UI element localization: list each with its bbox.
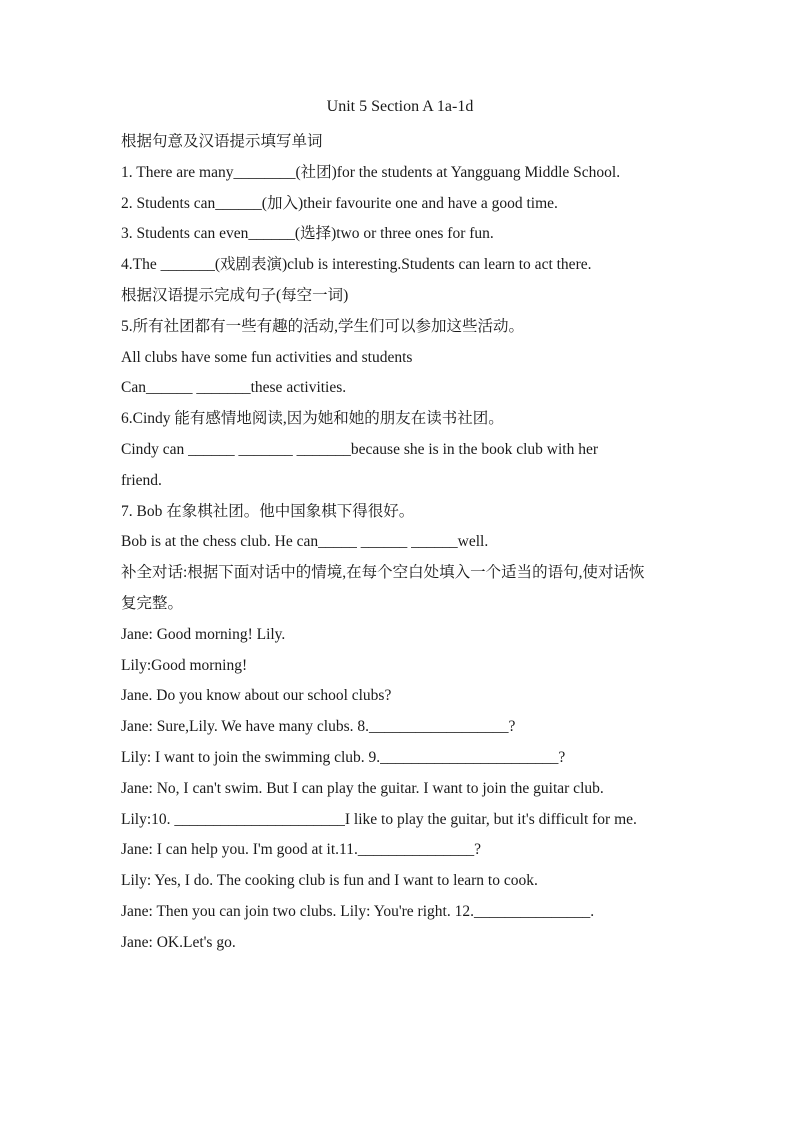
question-7-prompt: 7. Bob 在象棋社团。他中国象棋下得很好。 xyxy=(121,502,415,520)
question-3: 3. Students can even______(选择)two or three ones for fun. xyxy=(121,225,494,243)
dialogue-line: Jane: No, I can't swim. But I can play the guitar. I want to join the guitar club. xyxy=(121,779,604,797)
section-heading-dialogue-end: 复完整。 xyxy=(121,594,184,612)
question-4: 4.The _______(戏剧表演)club is interesting.Students can learn to act there. xyxy=(121,256,592,274)
dialogue-line-8: Jane: Sure,Lily. We have many clubs. 8.__________________? xyxy=(121,718,516,736)
question-6-sentence: Cindy can ______ _______ _______because she is in the book club with her xyxy=(121,440,598,458)
dialogue-line-11: Jane: I can help you. I'm good at it.11._______________? xyxy=(121,841,481,859)
dialogue-line-10: Lily:10. ______________________I like to play the guitar, but it's difficult for me. xyxy=(121,810,637,828)
section-heading-sentences: 根据汉语提示完成句子(每空一词) xyxy=(121,286,349,304)
dialogue-line-12: Jane: Then you can join two clubs. Lily: You're right. 12._______________. xyxy=(121,902,595,920)
question-5-sentence: All clubs have some fun activities and students xyxy=(121,348,413,366)
section-heading-dialogue: 补全对话:根据下面对话中的情境,在每个空白处填入一个适当的语句,使对话恢 xyxy=(121,564,645,582)
dialogue-line: Jane: Good morning! Lily. xyxy=(121,625,286,643)
worksheet-body xyxy=(121,127,681,959)
page-title: Unit 5 Section A 1a-1d xyxy=(326,98,474,115)
dialogue-line: Lily: Yes, I do. The cooking club is fun and I want to learn to cook. xyxy=(121,872,538,890)
dialogue-line: Jane: OK.Let's go. xyxy=(121,933,236,951)
question-5-prompt: 5.所有社团都有一些有趣的活动,学生们可以参加这些活动。 xyxy=(121,317,525,335)
dialogue-line-9: Lily: I want to join the swimming club. 9._______________________? xyxy=(121,748,566,766)
question-6-prompt: 6.Cindy 能有感情地阅读,因为她和她的朋友在读书社团。 xyxy=(121,410,504,428)
dialogue-line: Jane. Do you know about our school clubs? xyxy=(121,687,392,705)
question-7-sentence: Bob is at the chess club. He can_____ ______ ______well. xyxy=(121,533,489,551)
question-1: 1. There are many________(社团)for the students at Yangguang Middle School. xyxy=(121,163,621,181)
question-5-blanks: Can______ _______these activities. xyxy=(121,379,347,397)
question-2: 2. Students can______(加入)their favourite one and have a good time. xyxy=(121,194,558,212)
question-6-sentence-end: friend. xyxy=(121,471,162,489)
section-heading-vocabulary: 根据句意及汉语提示填写单词 xyxy=(121,133,323,150)
dialogue-line: Lily:Good morning! xyxy=(121,656,248,674)
